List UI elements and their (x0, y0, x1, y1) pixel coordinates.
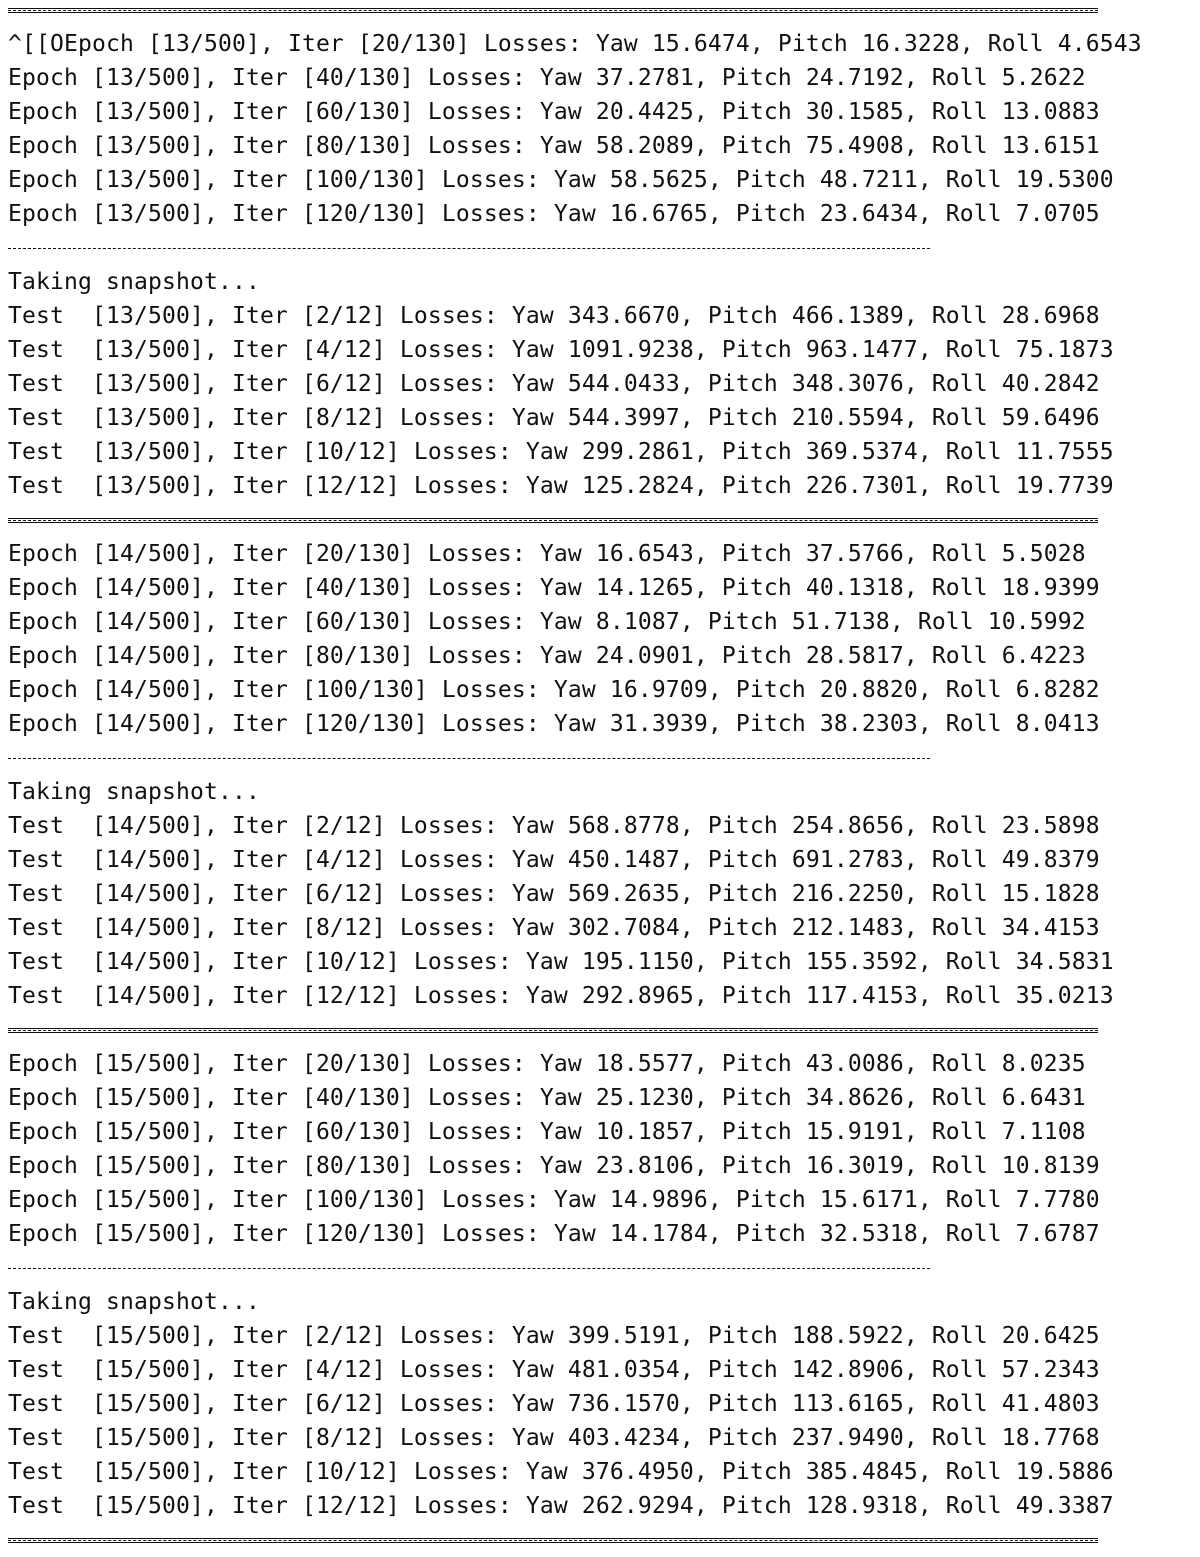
log-line: Epoch [13/500], Iter [100/130] Losses: Yaw 58.5625, Pitch 48.7211, Roll 19.5300 (8, 167, 1114, 193)
log-line: Test [15/500], Iter [12/12] Losses: Yaw 262.9294, Pitch 128.9318, Roll 49.3387 (8, 1493, 1114, 1519)
log-line: Test [15/500], Iter [4/12] Losses: Yaw 481.0354, Pitch 142.8906, Roll 57.2343 (8, 1357, 1100, 1383)
log-line: Epoch [14/500], Iter [40/130] Losses: Yaw 14.1265, Pitch 40.1318, Roll 18.9399 (8, 575, 1100, 601)
log-line: Test [15/500], Iter [10/12] Losses: Yaw 376.4950, Pitch 385.4845, Roll 19.5886 (8, 1459, 1114, 1485)
log-line: Test [13/500], Iter [12/12] Losses: Yaw 125.2824, Pitch 226.7301, Roll 19.7739 (8, 473, 1114, 499)
log-line: Test [14/500], Iter [8/12] Losses: Yaw 302.7084, Pitch 212.1483, Roll 34.4153 (8, 915, 1100, 941)
log-line: Taking snapshot... (8, 1289, 260, 1315)
log-line: Test [13/500], Iter [6/12] Losses: Yaw 544.0433, Pitch 348.3076, Roll 40.2842 (8, 371, 1100, 397)
log-line: Test [14/500], Iter [6/12] Losses: Yaw 569.2635, Pitch 216.2250, Roll 15.1828 (8, 881, 1100, 907)
separator-double-line (8, 0, 1194, 27)
log-line: Epoch [13/500], Iter [60/130] Losses: Yaw 20.4425, Pitch 30.1585, Roll 13.0883 (8, 99, 1100, 125)
log-line: Epoch [15/500], Iter [120/130] Losses: Yaw 14.1784, Pitch 32.5318, Roll 7.6787 (8, 1221, 1100, 1247)
log-line: Epoch [15/500], Iter [80/130] Losses: Yaw 23.8106, Pitch 16.3019, Roll 10.8139 (8, 1153, 1100, 1179)
log-line: Epoch [15/500], Iter [60/130] Losses: Yaw 10.1857, Pitch 15.9191, Roll 7.1108 (8, 1119, 1086, 1145)
log-line: Test [15/500], Iter [2/12] Losses: Yaw 399.5191, Pitch 188.5922, Roll 20.6425 (8, 1323, 1100, 1349)
log-line: Epoch [15/500], Iter [40/130] Losses: Yaw 25.1230, Pitch 34.8626, Roll 6.6431 (8, 1085, 1086, 1111)
log-line: Test [13/500], Iter [2/12] Losses: Yaw 343.6670, Pitch 466.1389, Roll 28.6968 (8, 303, 1100, 329)
separator-dashed-line (8, 1251, 1194, 1285)
separator-dashes (8, 10, 1098, 11)
log-line: Test [15/500], Iter [8/12] Losses: Yaw 403.4234, Pitch 237.9490, Roll 18.7768 (8, 1425, 1100, 1451)
separator-dashes (8, 520, 1098, 521)
terminal-output[interactable] (8, 0, 1194, 1557)
separator-dashed-line (8, 741, 1194, 775)
log-line: Epoch [14/500], Iter [80/130] Losses: Yaw 24.0901, Pitch 28.5817, Roll 6.4223 (8, 643, 1086, 669)
log-line: Taking snapshot... (8, 779, 260, 805)
separator-dashes (8, 758, 930, 759)
log-line: Epoch [13/500], Iter [80/130] Losses: Yaw 58.2089, Pitch 75.4908, Roll 13.6151 (8, 133, 1100, 159)
separator-double-line (8, 1013, 1194, 1047)
log-line: Epoch [13/500], Iter [40/130] Losses: Yaw 37.2781, Pitch 24.7192, Roll 5.2622 (8, 65, 1086, 91)
log-line: Epoch [14/500], Iter [100/130] Losses: Yaw 16.9709, Pitch 20.8820, Roll 6.8282 (8, 677, 1100, 703)
log-line: Test [13/500], Iter [4/12] Losses: Yaw 1091.9238, Pitch 963.1477, Roll 75.1873 (8, 337, 1114, 363)
log-line: Test [13/500], Iter [10/12] Losses: Yaw 299.2861, Pitch 369.5374, Roll 11.7555 (8, 439, 1114, 465)
log-line: Epoch [14/500], Iter [120/130] Losses: Yaw 31.3939, Pitch 38.2303, Roll 8.0413 (8, 711, 1100, 737)
separator-dashes (8, 1268, 930, 1269)
separator-dashed-line (8, 231, 1194, 265)
log-line: ^[[OEpoch [13/500], Iter [20/130] Losses: Yaw 15.6474, Pitch 16.3228, Roll 4.6543 (8, 31, 1142, 57)
separator-dashes (8, 1540, 1098, 1541)
log-line: Test [15/500], Iter [6/12] Losses: Yaw 736.1570, Pitch 113.6165, Roll 41.4803 (8, 1391, 1100, 1417)
log-line: Epoch [15/500], Iter [100/130] Losses: Yaw 14.9896, Pitch 15.6171, Roll 7.7780 (8, 1187, 1100, 1213)
separator-dashes (8, 1030, 1098, 1031)
log-line: Test [14/500], Iter [10/12] Losses: Yaw 195.1150, Pitch 155.3592, Roll 34.5831 (8, 949, 1114, 975)
separator-dashes (8, 248, 930, 249)
log-line: Epoch [13/500], Iter [120/130] Losses: Yaw 16.6765, Pitch 23.6434, Roll 7.0705 (8, 201, 1100, 227)
log-line: Taking snapshot... (8, 269, 260, 295)
log-line: Epoch [14/500], Iter [60/130] Losses: Yaw 8.1087, Pitch 51.7138, Roll 10.5992 (8, 609, 1086, 635)
log-line: Test [13/500], Iter [8/12] Losses: Yaw 544.3997, Pitch 210.5594, Roll 59.6496 (8, 405, 1100, 431)
log-line: Test [14/500], Iter [4/12] Losses: Yaw 450.1487, Pitch 691.2783, Roll 49.8379 (8, 847, 1100, 873)
log-line: Test [14/500], Iter [2/12] Losses: Yaw 568.8778, Pitch 254.8656, Roll 23.5898 (8, 813, 1100, 839)
separator-double-line (8, 1523, 1194, 1557)
log-line: Test [14/500], Iter [12/12] Losses: Yaw 292.8965, Pitch 117.4153, Roll 35.0213 (8, 983, 1114, 1009)
log-line: Epoch [15/500], Iter [20/130] Losses: Yaw 18.5577, Pitch 43.0086, Roll 8.0235 (8, 1051, 1086, 1077)
separator-double-line (8, 503, 1194, 537)
log-line: Epoch [14/500], Iter [20/130] Losses: Yaw 16.6543, Pitch 37.5766, Roll 5.5028 (8, 541, 1086, 567)
